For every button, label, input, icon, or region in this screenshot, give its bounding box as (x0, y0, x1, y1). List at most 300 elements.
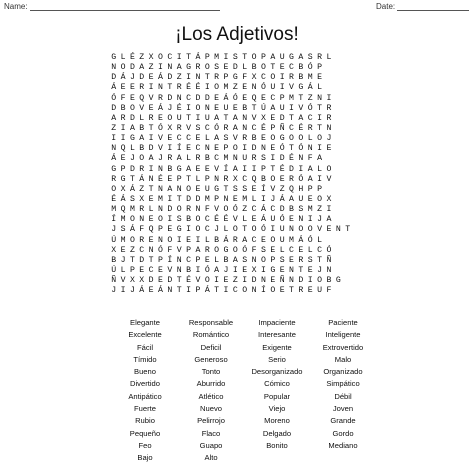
grid-letter: I (158, 63, 163, 73)
grid-letter: O (158, 215, 163, 225)
grid-letter: G (111, 164, 117, 174)
grid-letter: J (111, 225, 117, 235)
grid-letter: C (167, 53, 173, 62)
grid-letter: O (317, 194, 323, 204)
grid-letter: F (167, 245, 173, 255)
grid-letter: Í (111, 215, 117, 225)
grid-letter: T (270, 63, 276, 73)
word-list-item: Generoso (194, 354, 228, 364)
grid-letter: E (158, 265, 163, 275)
grid-letter: R (298, 255, 304, 265)
grid-letter: Á (139, 286, 145, 296)
grid-letter: L (139, 113, 145, 123)
grid-letter: E (158, 113, 163, 123)
grid-letter: F (307, 154, 313, 164)
grid-letter: Ó (279, 144, 285, 154)
grid-letter: I (307, 276, 313, 286)
grid-letter: I (326, 205, 332, 215)
name-field[interactable] (4, 2, 220, 11)
grid-letter: I (186, 73, 192, 83)
grid-letter: A (148, 154, 154, 164)
grid-letter: X (232, 174, 238, 184)
grid-letter: D (139, 73, 145, 83)
grid-letter: N (176, 93, 182, 103)
grid-letter: O (111, 184, 117, 194)
grid-row (109, 236, 352, 246)
grid-letter: Á (307, 83, 313, 93)
grid-letter: J (158, 154, 163, 164)
grid-letter: E (251, 184, 257, 194)
grid-letter: F (251, 245, 257, 255)
grid-letter: E (148, 73, 154, 83)
grid-letter: P (260, 164, 266, 174)
grid-letter: V (298, 103, 304, 113)
grid-letter: O (139, 154, 145, 164)
grid-letter: E (214, 144, 220, 154)
grid-letter: R (139, 164, 145, 174)
grid-letter: Ó (307, 235, 313, 245)
grid-letter: D (251, 144, 257, 154)
grid-letter: E (307, 194, 313, 204)
word-list-item: Desorganizado (251, 367, 303, 377)
grid-letter: Ó (158, 123, 163, 133)
grid-letter: R (204, 245, 210, 255)
grid-letter: C (317, 245, 323, 255)
grid-letter: É (298, 123, 304, 133)
grid-letter: I (148, 164, 154, 174)
grid-letter: I (279, 83, 285, 93)
grid-row (109, 286, 352, 296)
grid-letter: G (214, 184, 220, 194)
word-list-item: Tímido (133, 354, 157, 364)
word-list-item: Divertido (130, 379, 160, 389)
grid-letter: J (167, 103, 173, 113)
grid-letter: É (158, 174, 163, 184)
grid-letter: Á (158, 73, 163, 83)
grid-letter: S (260, 245, 266, 255)
grid-letter: O (242, 286, 248, 296)
grid-letter: N (251, 255, 257, 265)
grid-letter: Í (260, 184, 266, 194)
grid-letter: C (307, 113, 313, 123)
grid-letter: A (270, 53, 276, 62)
grid-letter: X (111, 245, 117, 255)
grid-letter: T (186, 174, 192, 184)
grid-letter: T (242, 225, 248, 235)
grid-letter: N (167, 63, 173, 73)
word-list-item: Nuevo (200, 404, 222, 414)
grid-letter: D (111, 103, 117, 113)
grid-letter: B (289, 205, 294, 215)
grid-letter: B (223, 255, 229, 265)
word-list-item: Bajo (137, 453, 153, 463)
grid-letter: A (317, 154, 323, 164)
grid-letter: Z (129, 245, 135, 255)
grid-letter: Á (260, 205, 266, 215)
grid-letter: É (223, 215, 229, 225)
grid-letter: S (279, 255, 285, 265)
grid-letter: Ñ (279, 123, 285, 133)
grid-letter: T (289, 286, 294, 296)
grid-letter: N (195, 205, 201, 215)
grid-letter: Á (195, 53, 201, 62)
grid-letter: E (148, 286, 154, 296)
grid-letter: Q (120, 205, 126, 215)
grid-letter: E (289, 255, 294, 265)
grid-letter: R (139, 235, 145, 245)
grid-letter: U (242, 154, 248, 164)
grid-letter: M (242, 194, 248, 204)
word-list-item: Cómico (264, 379, 290, 389)
grid-letter: P (204, 174, 210, 184)
grid-letter: V (139, 103, 145, 113)
word-list-item: Delgado (262, 428, 292, 438)
grid-letter: Ó (326, 245, 332, 255)
grid-row (109, 205, 352, 215)
grid-letter: E (251, 215, 257, 225)
grid-letter: G (270, 265, 276, 275)
grid-letter: R (167, 154, 173, 164)
grid-letter: N (242, 123, 248, 133)
grid-letter: J (326, 134, 332, 144)
grid-letter: R (223, 174, 229, 184)
grid-letter: J (317, 215, 323, 225)
grid-letter: O (167, 113, 173, 123)
grid-letter: E (279, 174, 285, 184)
grid-letter: V (232, 215, 238, 225)
grid-letter: O (326, 164, 332, 174)
grid-letter: A (214, 134, 220, 144)
grid-letter: Á (139, 174, 145, 184)
word-list-item: Alto (204, 453, 218, 463)
grid-letter: J (120, 255, 126, 265)
grid-letter: Ó (232, 205, 238, 215)
grid-letter: A (129, 123, 135, 133)
grid-letter: O (307, 225, 313, 235)
grid-letter: B (167, 164, 173, 174)
grid-letter: O (129, 215, 135, 225)
grid-row (109, 134, 352, 144)
word-list-item: Moreno (264, 416, 290, 426)
grid-letter: I (186, 103, 192, 113)
grid-letter: N (289, 276, 294, 286)
grid-letter: B (139, 144, 145, 154)
grid-letter: E (129, 83, 135, 93)
grid-letter: X (326, 194, 332, 204)
grid-letter: G (176, 225, 182, 235)
grid-letter: G (289, 53, 294, 62)
grid-letter: C (289, 245, 294, 255)
grid-letter: E (279, 265, 285, 275)
grid-letter: D (167, 73, 173, 83)
grid-letter: I (279, 73, 285, 83)
grid-letter: V (214, 164, 220, 174)
grid-letter: N (232, 154, 238, 164)
grid-letter: P (129, 265, 135, 275)
word-list-item: Simpático (326, 379, 360, 389)
grid-letter: P (307, 184, 313, 194)
grid-letter: O (129, 235, 135, 245)
grid-letter: Í (223, 164, 229, 174)
grid-letter: E (307, 265, 313, 275)
grid-letter: A (307, 164, 313, 174)
grid-letter: E (260, 134, 266, 144)
grid-row (109, 215, 352, 225)
date-line (397, 2, 469, 11)
grid-letter: E (158, 276, 163, 286)
grid-letter: I (223, 286, 229, 296)
grid-letter: C (242, 174, 248, 184)
grid-letter: E (326, 225, 332, 235)
grid-letter: N (176, 184, 182, 194)
grid-letter: M (214, 53, 220, 62)
grid-letter: N (260, 276, 266, 286)
grid-letter: T (270, 164, 276, 174)
grid-letter: L (129, 144, 135, 154)
grid-letter: Ú (111, 265, 117, 275)
grid-letter: A (289, 194, 294, 204)
grid-letter: T (186, 113, 192, 123)
grid-letter: X (139, 276, 145, 286)
grid-letter: M (307, 205, 313, 215)
word-list-item: Feo (138, 440, 152, 450)
grid-letter: V (270, 184, 276, 194)
grid-letter: C (214, 154, 220, 164)
grid-letter: D (148, 144, 154, 154)
grid-letter: O (186, 184, 192, 194)
grid-letter: Á (279, 194, 285, 204)
grid-letter: P (223, 144, 229, 154)
grid-letter: Á (129, 225, 135, 235)
grid-letter: D (129, 63, 135, 73)
grid-letter: É (279, 164, 285, 174)
grid-letter: N (223, 194, 229, 204)
grid-letter: U (298, 194, 304, 204)
grid-letter: R (195, 154, 201, 164)
grid-letter: U (317, 286, 323, 296)
grid-letter: I (317, 113, 323, 123)
grid-row (109, 53, 352, 63)
grid-letter: X (120, 184, 126, 194)
grid-letter: Á (120, 73, 126, 83)
grid-letter: N (289, 265, 294, 275)
grid-letter: R (214, 73, 220, 83)
grid-letter: L (195, 174, 201, 184)
grid-letter: E (223, 276, 229, 286)
word-list-item: Organizado (323, 367, 363, 377)
grid-letter: I (120, 286, 126, 296)
grid-letter: E (214, 93, 220, 103)
grid-letter: O (167, 235, 173, 245)
grid-letter: V (167, 265, 173, 275)
grid-letter: V (232, 134, 238, 144)
grid-letter: R (232, 235, 238, 245)
grid-letter: F (120, 93, 126, 103)
date-label: Date: (376, 2, 396, 11)
grid-letter: D (139, 255, 145, 265)
word-list-item: Pequeño (129, 428, 161, 438)
grid-letter: E (129, 93, 135, 103)
grid-letter: I (186, 225, 192, 235)
grid-letter: D (195, 194, 201, 204)
grid-letter: D (167, 276, 173, 286)
word-list-item: Serio (268, 354, 286, 364)
grid-letter: N (148, 174, 154, 184)
grid-letter: U (279, 53, 285, 62)
grid-letter: I (232, 265, 238, 275)
word-list-item: Mediano (328, 440, 358, 450)
word-list-item: Tonto (201, 367, 221, 377)
grid-letter: D (111, 73, 117, 83)
grid-letter: T (223, 113, 229, 123)
grid-letter: C (176, 134, 182, 144)
word-list-item: Extrovertido (322, 342, 364, 352)
grid-letter: Á (223, 235, 229, 245)
grid-letter: C (204, 215, 210, 225)
grid-letter: N (139, 215, 145, 225)
grid-letter: C (195, 144, 201, 154)
word-list-item: Popular (263, 391, 291, 401)
grid-letter: G (129, 134, 135, 144)
word-list-item: Grande (330, 416, 356, 426)
grid-letter: P (260, 53, 266, 62)
grid-row (109, 165, 352, 175)
grid-letter: B (111, 255, 117, 265)
grid-letter: D (279, 154, 285, 164)
grid-letter: U (204, 113, 210, 123)
grid-letter: V (120, 276, 126, 286)
grid-letter: E (120, 154, 126, 164)
grid-letter: N (195, 73, 201, 83)
grid-letter: U (270, 83, 276, 93)
word-list-item: Joven (332, 404, 354, 414)
grid-letter: A (111, 113, 117, 123)
word-list-item: Pelirrojo (197, 416, 225, 426)
word-list-item: Interesante (258, 330, 296, 340)
grid-letter: T (176, 286, 182, 296)
grid-letter: C (204, 225, 210, 235)
grid-letter: A (186, 164, 192, 174)
grid-letter: A (242, 235, 248, 245)
date-field[interactable] (376, 2, 469, 11)
grid-letter: B (204, 154, 210, 164)
grid-letter: O (120, 63, 126, 73)
grid-letter: U (270, 215, 276, 225)
grid-letter: R (242, 134, 248, 144)
grid-letter: Ú (111, 235, 117, 245)
grid-letter: L (120, 265, 126, 275)
grid-letter: A (214, 265, 220, 275)
grid-letter: G (186, 63, 192, 73)
grid-letter: Z (232, 276, 238, 286)
grid-letter: R (139, 205, 145, 215)
grid-letter: I (195, 235, 201, 245)
grid-letter: S (307, 255, 313, 265)
grid-letter: S (120, 225, 126, 235)
grid-letter: Á (260, 215, 266, 225)
grid-letter: R (176, 83, 182, 93)
grid-letter: E (195, 134, 201, 144)
grid-letter: R (326, 103, 332, 113)
grid-letter: I (214, 276, 220, 286)
grid-letter: I (242, 164, 248, 174)
grid-letter: E (167, 225, 173, 235)
grid-letter: X (148, 53, 154, 62)
grid-letter: T (167, 83, 173, 93)
grid-letter: N (298, 154, 304, 164)
grid-letter: O (298, 134, 304, 144)
grid-letter: V (158, 134, 163, 144)
grid-letter: P (223, 73, 229, 83)
word-list-item: Responsable (188, 318, 234, 327)
grid-letter: Ó (204, 265, 210, 275)
grid-letter: E (270, 144, 276, 154)
grid-letter: I (289, 103, 294, 113)
grid-letter: J (223, 265, 229, 275)
grid-letter: B (242, 103, 248, 113)
grid-letter: E (242, 265, 248, 275)
grid-letter: I (195, 113, 201, 123)
grid-letter: O (223, 205, 229, 215)
grid-letter: S (176, 215, 182, 225)
grid-letter: X (139, 194, 145, 204)
grid-letter: N (317, 93, 323, 103)
grid-letter: D (129, 164, 135, 174)
grid-letter: E (307, 286, 313, 296)
grid-letter: M (223, 83, 229, 93)
grid-row (109, 246, 352, 256)
grid-letter: M (289, 235, 294, 245)
grid-letter: E (232, 103, 238, 113)
grid-letter: Z (279, 184, 285, 194)
grid-letter: N (298, 215, 304, 225)
grid-letter: R (289, 73, 294, 83)
grid-letter: A (298, 53, 304, 62)
grid-letter: D (167, 93, 173, 103)
grid-letter: N (251, 286, 257, 296)
grid-letter: P (158, 225, 163, 235)
grid-letter: E (139, 265, 145, 275)
grid-letter: E (167, 134, 173, 144)
grid-letter: E (148, 194, 154, 204)
grid-letter: A (214, 113, 220, 123)
grid-letter: É (260, 123, 266, 133)
grid-letter: N (307, 144, 313, 154)
grid-letter: J (214, 225, 220, 235)
grid-letter: E (232, 194, 238, 204)
grid-letter: O (270, 174, 276, 184)
grid-letter: M (120, 235, 126, 245)
grid-letter: Q (289, 184, 294, 194)
grid-letter: Í (260, 286, 266, 296)
grid-letter: R (158, 93, 163, 103)
grid-letter: R (251, 154, 257, 164)
grid-letter: L (279, 245, 285, 255)
grid-letter: Á (204, 286, 210, 296)
grid-letter: A (176, 63, 182, 73)
grid-letter: L (120, 53, 126, 62)
grid-letter: I (251, 164, 257, 174)
grid-letter: P (214, 194, 220, 204)
grid-letter: I (167, 194, 173, 204)
word-list-item: Impaciente (258, 318, 296, 327)
grid-letter: P (120, 164, 126, 174)
grid-letter: E (167, 174, 173, 184)
grid-letter: L (242, 215, 248, 225)
grid-letter: S (242, 184, 248, 194)
grid-letter: T (317, 123, 323, 133)
grid-letter: N (326, 123, 332, 133)
